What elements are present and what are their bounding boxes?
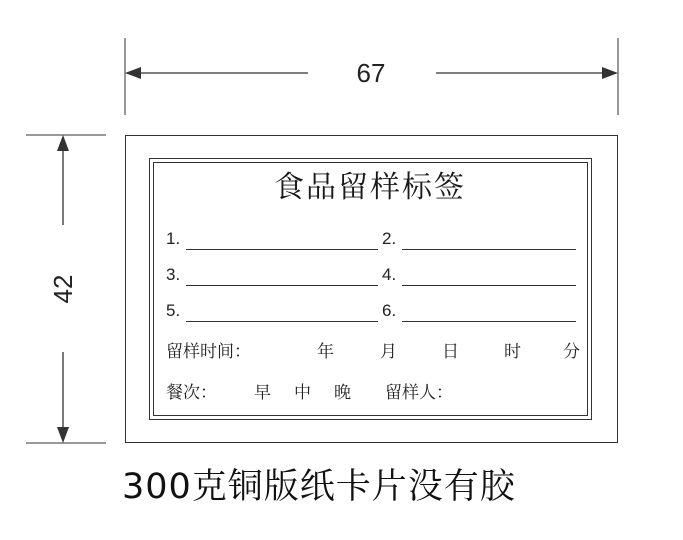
- width-arrow-right: [602, 67, 618, 79]
- field-number-4: 4.: [382, 265, 397, 284]
- time-unit-month: 月: [380, 342, 397, 362]
- time-unit-minute: 分: [563, 342, 580, 362]
- field-line-1: [186, 249, 378, 250]
- meal-option-breakfast: 早: [254, 383, 271, 403]
- time-unit-day: 日: [442, 342, 459, 362]
- field-number-5: 5.: [166, 301, 181, 320]
- width-arrow-left: [125, 67, 141, 79]
- field-line-4: [402, 285, 576, 286]
- width-dimension-label: 67: [356, 58, 386, 88]
- height-arrow-top: [57, 135, 69, 151]
- meal-row-label: 餐次：: [166, 383, 217, 403]
- field-number-3: 3.: [166, 265, 181, 284]
- height-arrow-bottom: [57, 427, 69, 443]
- label-title: 食品留样标签: [274, 170, 466, 205]
- meal-option-dinner: 晚: [334, 383, 351, 403]
- field-line-3: [186, 285, 378, 286]
- field-line-2: [402, 249, 576, 250]
- field-number-6: 6.: [382, 301, 397, 320]
- field-line-5: [186, 321, 378, 322]
- sampler-label: 留样人：: [385, 383, 453, 403]
- height-dimension-label: 42: [48, 274, 78, 304]
- time-unit-year: 年: [317, 342, 334, 362]
- time-row-label: 留样时间：: [166, 342, 251, 362]
- meal-option-lunch: 中: [294, 383, 311, 403]
- time-unit-hour: 时: [504, 342, 521, 362]
- field-number-1: 1.: [166, 229, 181, 248]
- field-line-6: [402, 321, 576, 322]
- field-number-2: 2.: [382, 229, 397, 248]
- material-caption: 300克铜版纸卡片没有胶: [122, 467, 516, 507]
